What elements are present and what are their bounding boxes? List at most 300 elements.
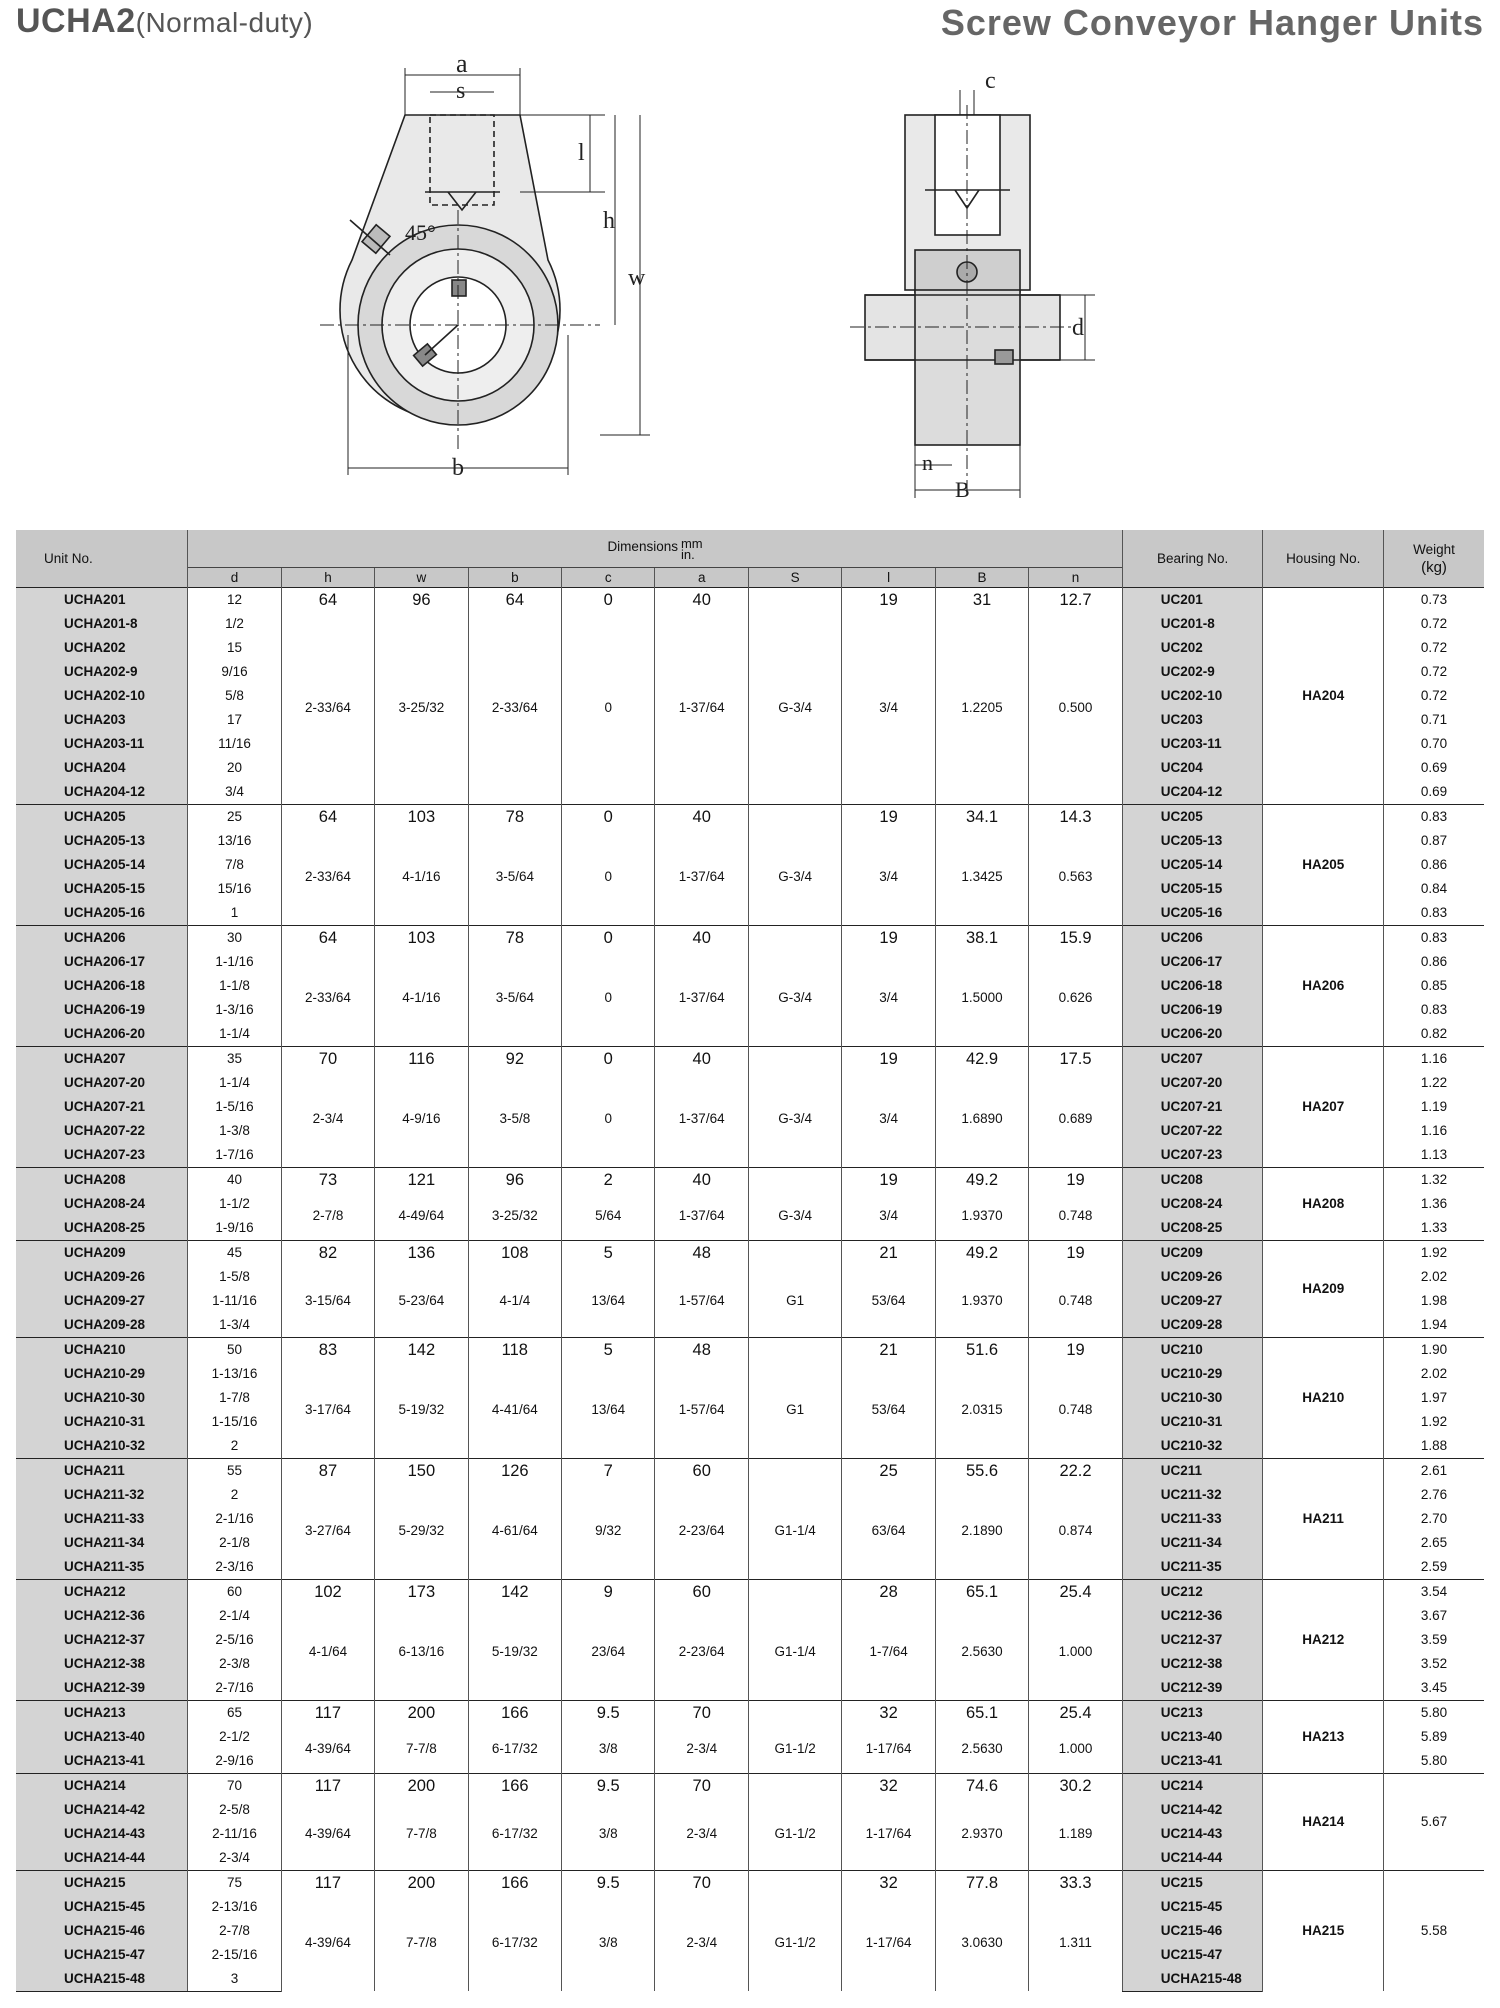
dim-inch: 13/64	[591, 1402, 626, 1417]
bearing-no: UC211-32	[1122, 1483, 1263, 1507]
angle-label: 45°	[405, 220, 436, 245]
dim-metric: 51.6	[965, 1341, 999, 1359]
dim-d: 1-3/4	[188, 1313, 281, 1337]
unit-no: UCHA211-33	[16, 1507, 188, 1531]
dim-inch: 0	[604, 990, 613, 1005]
dim-metric: 108	[501, 1244, 529, 1262]
dim-inch: 5-19/32	[398, 1402, 445, 1417]
dim-metric: 0	[603, 591, 613, 609]
dim-metric: 103	[407, 929, 436, 947]
dim-cell	[655, 1871, 748, 1992]
dim-cell	[655, 588, 748, 805]
weight: 1.92	[1384, 1241, 1485, 1265]
model-name: UCHA2	[16, 2, 136, 40]
bearing-no: UCHA215-48	[1122, 1967, 1263, 1991]
bearing-no: UC210	[1122, 1338, 1263, 1362]
unit-no: UCHA208	[16, 1168, 188, 1192]
dim-cell	[375, 805, 468, 926]
dim-metric: 2	[603, 1171, 613, 1189]
dim-cell	[935, 926, 1028, 1047]
dim-inch: G1	[786, 1402, 805, 1417]
weight: 1.88	[1384, 1434, 1485, 1458]
dim-d: 45	[188, 1241, 281, 1265]
unit-no: UCHA207	[16, 1047, 188, 1071]
column-header-weight	[1384, 530, 1485, 588]
bearing-no: UC212-37	[1122, 1628, 1263, 1652]
bearing-no: UC202	[1122, 636, 1263, 660]
dim-d: 2-15/16	[188, 1943, 281, 1967]
dim-metric: 166	[501, 1777, 529, 1795]
dim-inch: 3/4	[879, 1208, 898, 1223]
weight: 0.69	[1384, 780, 1485, 804]
dim-d: 12	[188, 588, 281, 612]
unit-no: UCHA211	[16, 1459, 188, 1483]
dim-metric: 64	[318, 808, 338, 826]
unit-no: UCHA209-26	[16, 1265, 188, 1289]
weight: 1.97	[1384, 1386, 1485, 1410]
dim-cell	[655, 1168, 748, 1241]
housing-no: HA206	[1263, 926, 1384, 1047]
unit-no: UCHA212	[16, 1580, 188, 1604]
dim-d: 1-1/16	[188, 950, 281, 974]
dim-metric	[749, 1168, 841, 1192]
dim-inch: 1.9370	[961, 1208, 1003, 1223]
dim-inch: 1-57/64	[678, 1402, 725, 1417]
weight: 1.13	[1384, 1143, 1485, 1167]
dim-d: 60	[188, 1580, 281, 1604]
dim-inch: G1-1/2	[774, 1935, 816, 1950]
dim-d: 7/8	[188, 853, 281, 877]
bearing-no: UC206-20	[1122, 1022, 1263, 1046]
bearing-no: UC203	[1122, 708, 1263, 732]
bearing-no: UC211-34	[1122, 1531, 1263, 1555]
dim-cell	[1029, 926, 1123, 1047]
table-row	[16, 1774, 1484, 1798]
dim-metric: 200	[407, 1777, 436, 1795]
weight: 0.82	[1384, 1022, 1485, 1046]
dim-metric	[749, 1774, 841, 1798]
dim-d: 1-15/16	[188, 1410, 281, 1434]
housing-no: HA213	[1263, 1701, 1384, 1774]
weight: 3.67	[1384, 1604, 1485, 1628]
unit-no: UCHA206-17	[16, 950, 188, 974]
unit-no: UCHA214-42	[16, 1798, 188, 1822]
dim-cell	[935, 1774, 1028, 1871]
dim-cell	[562, 1871, 655, 1992]
dim-cell	[842, 588, 935, 805]
table-row	[16, 1459, 1484, 1483]
dim-cell	[655, 1338, 748, 1459]
dim-metric: 121	[407, 1171, 436, 1189]
dim-cell	[375, 926, 468, 1047]
dim-inch: 53/64	[871, 1402, 906, 1417]
dim-d: 3/4	[188, 780, 281, 804]
duty-label: (Normal-duty)	[135, 7, 314, 38]
weight: 3.52	[1384, 1652, 1485, 1676]
dim-d: 2	[188, 1483, 281, 1507]
dim-cell	[935, 1871, 1028, 1992]
dim-d: 30	[188, 926, 281, 950]
dim-metric: 5	[603, 1341, 613, 1359]
dim-cell	[468, 1459, 561, 1580]
dim-inch: 3-15/64	[305, 1293, 351, 1308]
dim-cell	[655, 926, 748, 1047]
bearing-no: UC212-38	[1122, 1652, 1263, 1676]
bearing-no: UC204	[1122, 756, 1263, 780]
bearing-no: UC213-41	[1122, 1749, 1263, 1773]
unit-no: UCHA213	[16, 1701, 188, 1725]
bearing-no: UC210-32	[1122, 1434, 1263, 1458]
bearing-no: UC202-10	[1122, 684, 1263, 708]
dim-metric: 19	[879, 591, 898, 609]
weight: 0.70	[1384, 732, 1485, 756]
dim-inch: 3/8	[598, 1826, 618, 1841]
dim-cell	[562, 588, 655, 805]
dim-metric: 200	[407, 1874, 436, 1892]
dim-metric	[749, 926, 841, 950]
dim-label-s: s	[456, 78, 466, 104]
dim-d: 17	[188, 708, 281, 732]
weight: 1.16	[1384, 1047, 1485, 1071]
technical-drawing	[0, 50, 1500, 510]
dim-inch: 2.1890	[961, 1523, 1003, 1538]
dim-inch: 1.311	[1059, 1935, 1092, 1950]
bearing-no: UC215-47	[1122, 1943, 1263, 1967]
dim-metric	[749, 1580, 841, 1604]
column-header-dim: b	[468, 568, 561, 588]
dim-inch: 3/4	[879, 869, 898, 884]
dim-cell	[842, 1459, 935, 1580]
dim-d: 1-9/16	[188, 1216, 281, 1240]
dim-d: 2	[188, 1434, 281, 1458]
dim-inch: 6-17/32	[491, 1826, 538, 1841]
dim-metric: 55.6	[965, 1462, 999, 1480]
housing-no: HA209	[1263, 1241, 1384, 1338]
bearing-no: UC213	[1122, 1701, 1263, 1725]
dim-inch: 1.3425	[961, 869, 1003, 884]
weight: 1.36	[1384, 1192, 1485, 1216]
dim-metric: 173	[407, 1583, 436, 1601]
dim-metric: 30.2	[1059, 1777, 1092, 1795]
dim-metric: 96	[412, 591, 431, 609]
dim-cell	[842, 926, 935, 1047]
dim-cell	[375, 1580, 468, 1701]
dim-inch: 53/64	[871, 1293, 906, 1308]
dim-inch: 3-27/64	[305, 1523, 351, 1538]
dim-metric: 70	[692, 1704, 711, 1722]
unit-no: UCHA210-30	[16, 1386, 188, 1410]
dim-cell	[1029, 1774, 1123, 1871]
dim-inch: G-3/4	[778, 700, 813, 715]
bearing-no: UC208	[1122, 1168, 1263, 1192]
weight: 2.76	[1384, 1483, 1485, 1507]
dim-cell	[655, 1701, 748, 1774]
dim-inch: G-3/4	[778, 1208, 813, 1223]
dim-inch: G1-1/4	[774, 1644, 816, 1659]
dim-metric: 117	[314, 1777, 342, 1795]
dim-metric: 78	[505, 929, 524, 947]
table-row	[16, 1241, 1484, 1265]
dim-inch: 2.5630	[961, 1644, 1003, 1659]
weight: 2.70	[1384, 1507, 1485, 1531]
dim-cell	[748, 1871, 841, 1992]
weight: 5.67	[1384, 1774, 1485, 1871]
dim-cell	[281, 1871, 374, 1992]
dim-metric: 21	[879, 1341, 898, 1359]
weight: 0.72	[1384, 612, 1485, 636]
dim-metric: 60	[692, 1583, 711, 1601]
weight: 0.84	[1384, 877, 1485, 901]
dim-cell	[468, 588, 561, 805]
dim-metric: 65.1	[965, 1704, 999, 1722]
dim-inch: G-3/4	[778, 869, 813, 884]
column-header-dim: d	[188, 568, 281, 588]
dim-inch: 2-3/4	[312, 1111, 344, 1126]
unit-no: UCHA201	[16, 588, 188, 612]
dim-inch: 2-23/64	[678, 1523, 725, 1538]
dim-cell	[748, 1701, 841, 1774]
housing-no: HA212	[1263, 1580, 1384, 1701]
dim-metric: 65.1	[965, 1583, 999, 1601]
dim-metric: 142	[501, 1583, 529, 1601]
dim-metric: 142	[407, 1341, 436, 1359]
column-header-unit: Unit No.	[44, 550, 93, 566]
dim-d: 2-9/16	[188, 1749, 281, 1773]
bearing-no: UC214	[1122, 1774, 1263, 1798]
dim-inch: 23/64	[591, 1644, 626, 1659]
dim-d: 1-7/16	[188, 1143, 281, 1167]
dim-cell	[842, 1168, 935, 1241]
weight: 2.61	[1384, 1459, 1485, 1483]
unit-no: UCHA205-15	[16, 877, 188, 901]
dim-metric: 9.5	[596, 1704, 620, 1722]
dim-cell	[468, 1168, 561, 1241]
column-header-dimensions	[188, 530, 1122, 568]
table-row	[16, 1338, 1484, 1362]
dim-cell	[842, 1871, 935, 1992]
unit-no: UCHA214	[16, 1774, 188, 1798]
housing-no: HA205	[1263, 805, 1384, 926]
dim-cell	[562, 926, 655, 1047]
bearing-no: UC214-42	[1122, 1798, 1263, 1822]
weight-unit: (kg)	[1421, 558, 1447, 576]
dim-cell	[748, 1774, 841, 1871]
dim-metric: 49.2	[965, 1171, 999, 1189]
dim-label-a: a	[456, 50, 468, 78]
table-row	[16, 1168, 1484, 1192]
dim-inch: 1-37/64	[678, 1208, 725, 1223]
dim-inch: 1-37/64	[678, 990, 725, 1005]
dim-metric: 48	[692, 1244, 711, 1262]
dim-metric	[749, 1047, 841, 1071]
dim-inch: 1-17/64	[865, 1826, 912, 1841]
dim-d: 1	[188, 901, 281, 925]
dim-metric: 116	[408, 1050, 435, 1068]
dim-metric: 70	[318, 1050, 338, 1068]
bearing-no: UC207-21	[1122, 1095, 1263, 1119]
dim-inch: G1	[786, 1293, 805, 1308]
dim-cell	[375, 1047, 468, 1168]
weight: 1.98	[1384, 1289, 1485, 1313]
bearing-no: UC210-31	[1122, 1410, 1263, 1434]
dim-cell	[375, 1168, 468, 1241]
dim-d: 1-1/4	[188, 1022, 281, 1046]
dim-inch: 3-17/64	[305, 1402, 351, 1417]
weight: 0.86	[1384, 950, 1485, 974]
unit-no: UCHA215	[16, 1871, 188, 1895]
dim-inch: 0.563	[1058, 869, 1093, 884]
dim-inch: 4-49/64	[398, 1208, 445, 1223]
housing-no: HA214	[1263, 1774, 1384, 1871]
dim-metric: 70	[692, 1777, 711, 1795]
weight: 2.02	[1384, 1362, 1485, 1386]
dim-cell	[281, 1241, 374, 1338]
dim-inch: 9/32	[595, 1523, 622, 1538]
dim-cell	[748, 805, 841, 926]
dim-cell	[655, 1580, 748, 1701]
weight: 0.71	[1384, 708, 1485, 732]
column-header-dim: a	[655, 568, 748, 588]
dim-cell	[1029, 1701, 1123, 1774]
dim-d: 11/16	[188, 732, 281, 756]
dim-metric: 96	[505, 1171, 524, 1189]
weight: 3.45	[1384, 1676, 1485, 1700]
dim-inch: 2-33/64	[305, 700, 351, 715]
dim-metric: 32	[879, 1777, 898, 1795]
bearing-no: UC205-16	[1122, 901, 1263, 925]
dim-d: 2-3/8	[188, 1652, 281, 1676]
dim-d: 1-11/16	[188, 1289, 281, 1313]
dim-cell	[935, 588, 1028, 805]
bearing-no: UC211-35	[1122, 1555, 1263, 1579]
dim-inch: G-3/4	[778, 1111, 813, 1126]
weight: 1.94	[1384, 1313, 1485, 1337]
dim-inch: 1.9370	[961, 1293, 1003, 1308]
dim-label-l: l	[578, 140, 585, 166]
dim-d: 75	[188, 1871, 281, 1895]
dim-d: 1-3/16	[188, 998, 281, 1022]
dim-d: 2-7/16	[188, 1676, 281, 1700]
dim-metric: 19	[879, 929, 898, 947]
unit-no: UCHA205-13	[16, 829, 188, 853]
unit-no: UCHA205-14	[16, 853, 188, 877]
housing-no: HA204	[1263, 588, 1384, 805]
bearing-no: UC212-36	[1122, 1604, 1263, 1628]
bearing-no: UC215-46	[1122, 1919, 1263, 1943]
dim-cell	[281, 588, 374, 805]
dim-metric: 22.2	[1059, 1462, 1092, 1480]
column-header-dim: S	[748, 568, 841, 588]
unit-no: UCHA212-39	[16, 1676, 188, 1700]
dim-metric: 9.5	[596, 1874, 620, 1892]
dim-metric: 19	[879, 1050, 898, 1068]
dim-cell	[935, 1047, 1028, 1168]
dim-cell	[562, 1338, 655, 1459]
dim-label-b: b	[452, 455, 464, 481]
unit-no: UCHA204-12	[16, 780, 188, 804]
dim-d: 2-5/16	[188, 1628, 281, 1652]
dim-inch: 2-7/8	[312, 1208, 344, 1223]
housing-no: HA211	[1263, 1459, 1384, 1580]
dim-metric: 78	[505, 808, 524, 826]
dim-cell	[468, 1241, 561, 1338]
bearing-no: UC205-13	[1122, 829, 1263, 853]
dim-inch: 4-9/16	[402, 1111, 441, 1126]
dim-inch: 1-7/64	[869, 1644, 908, 1659]
dim-metric: 5	[603, 1244, 613, 1262]
dim-d: 1-1/4	[188, 1071, 281, 1095]
bearing-no: UC206-19	[1122, 998, 1263, 1022]
unit-no: UCHA212-36	[16, 1604, 188, 1628]
dim-metric: 19	[1066, 1244, 1085, 1262]
dim-cell	[935, 1168, 1028, 1241]
unit-no: UCHA211-35	[16, 1555, 188, 1579]
bearing-no: UC214-43	[1122, 1822, 1263, 1846]
table-row	[16, 1047, 1484, 1071]
dim-inch: 1.000	[1058, 1644, 1093, 1659]
weight: 0.72	[1384, 660, 1485, 684]
unit-no: UCHA207-20	[16, 1071, 188, 1095]
bearing-no: UC210-30	[1122, 1386, 1263, 1410]
dim-metric	[749, 1701, 841, 1725]
dim-inch: 3-5/64	[495, 869, 534, 884]
dim-cell	[842, 1338, 935, 1459]
dim-cell	[281, 926, 374, 1047]
dim-cell	[748, 1241, 841, 1338]
dim-metric: 21	[879, 1244, 898, 1262]
weight: 0.83	[1384, 998, 1485, 1022]
dim-metric: 150	[407, 1462, 436, 1480]
dim-cell	[1029, 1241, 1123, 1338]
column-header-housing: Housing No.	[1263, 530, 1384, 588]
weight: 2.59	[1384, 1555, 1485, 1579]
dim-cell	[1029, 1459, 1123, 1580]
weight: 0.69	[1384, 756, 1485, 780]
dim-inch: 3/8	[598, 1741, 618, 1756]
dim-inch: 2-3/4	[686, 1741, 718, 1756]
dim-inch: 1.6890	[961, 1111, 1003, 1126]
bearing-no: UC209-28	[1122, 1313, 1263, 1337]
dim-inch: 3-25/32	[491, 1208, 538, 1223]
dim-cell	[935, 1580, 1028, 1701]
dim-cell	[281, 1459, 374, 1580]
dim-d: 15/16	[188, 877, 281, 901]
dim-cell	[748, 1580, 841, 1701]
dim-cell	[842, 1580, 935, 1701]
unit-no: UCHA211-34	[16, 1531, 188, 1555]
unit-no: UCHA203-11	[16, 732, 188, 756]
dim-cell	[1029, 805, 1123, 926]
table-row	[16, 1871, 1484, 1895]
dim-inch: 4-39/64	[305, 1826, 351, 1841]
bearing-no: UC204-12	[1122, 780, 1263, 804]
housing-no: HA207	[1263, 1047, 1384, 1168]
weight: 0.83	[1384, 901, 1485, 925]
dim-cell	[748, 926, 841, 1047]
dim-d: 1-5/8	[188, 1265, 281, 1289]
dim-inch: 1.189	[1058, 1826, 1093, 1841]
dim-metric: 38.1	[965, 929, 999, 947]
dim-inch: G1-1/2	[774, 1741, 816, 1756]
weight: 1.92	[1384, 1410, 1485, 1434]
dim-d: 2-1/16	[188, 1507, 281, 1531]
dim-metric: 117	[314, 1874, 342, 1892]
unit-no: UCHA215-46	[16, 1919, 188, 1943]
unit-no: UCHA207-21	[16, 1095, 188, 1119]
unit-no: UCHA215-45	[16, 1895, 188, 1919]
unit-no: UCHA210-32	[16, 1434, 188, 1458]
dim-d: 55	[188, 1459, 281, 1483]
